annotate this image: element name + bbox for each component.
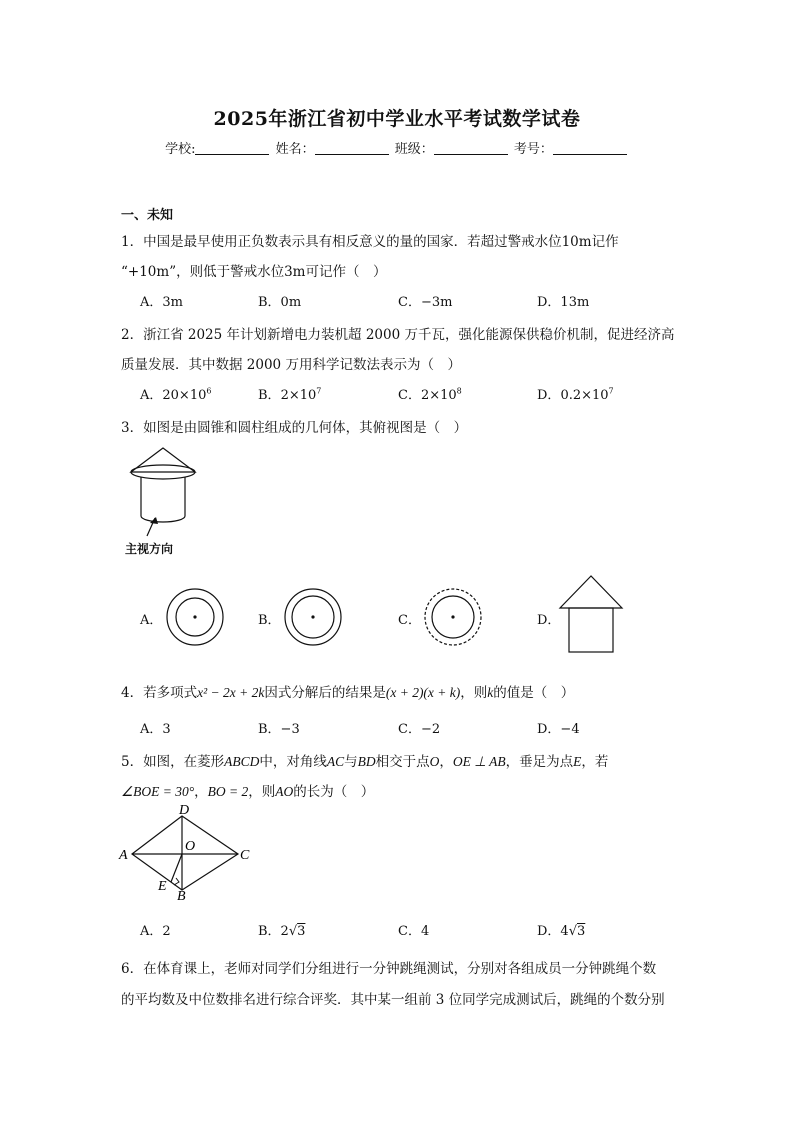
q2-line2: 质量发展．其中数据 2000 万用科学记数法表示为（ ） bbox=[121, 357, 461, 373]
q4-option-a: A．3 bbox=[140, 722, 171, 737]
q3-option-c: C． bbox=[398, 613, 421, 628]
name-blank bbox=[315, 142, 389, 155]
section-heading: 一、未知 bbox=[121, 208, 174, 223]
q3-option-a-figure bbox=[164, 586, 226, 648]
class-blank bbox=[434, 142, 508, 155]
q4-option-b: B．−3 bbox=[258, 722, 300, 737]
q3-option-b: B． bbox=[258, 613, 281, 628]
q5-point-a: A bbox=[119, 848, 128, 863]
class-label: 班级： bbox=[394, 142, 434, 157]
q3-option-d-figure bbox=[558, 574, 624, 656]
q5-line1: 5．如图，在菱形ABCD中，对角线AC与BD相交于点O，OE ⊥ AB，垂足为点E，若 bbox=[121, 754, 609, 770]
school-label: 学校: bbox=[165, 142, 196, 157]
q2-option-d: D．$0.2\times 10^7$ bbox=[537, 386, 614, 403]
q5-point-b: B bbox=[177, 889, 186, 904]
q5-option-a: A．2 bbox=[140, 924, 171, 939]
q4-option-d: D．−4 bbox=[537, 722, 580, 737]
q2-option-c: C．$2\times 10^8$ bbox=[398, 386, 462, 403]
q1-option-b: B．0m bbox=[258, 295, 302, 310]
q1-line2: “+10m”，则低于警戒水位3m可记作（ ） bbox=[121, 264, 387, 280]
q3-option-a: A． bbox=[140, 613, 163, 628]
q3-option-b-figure bbox=[282, 586, 344, 648]
q5-rhombus-figure bbox=[118, 802, 258, 906]
exam-title: 2025年浙江省初中学业水平考试数学试卷 bbox=[213, 108, 581, 130]
q3-line1: 3．如图是由圆锥和圆柱组成的几何体，其俯视图是（ ） bbox=[121, 420, 468, 436]
q1-option-c: C．−3m bbox=[398, 295, 453, 310]
q4-line1: 4．若多项式x² − 2x + 2k因式分解后的结果是(x + 2)(x + k)，则k的值是（ ） bbox=[121, 685, 575, 701]
q5-option-b: B．2√3 bbox=[258, 924, 306, 939]
q5-option-c: C．4 bbox=[398, 924, 430, 939]
q2-option-a: A．$20\times 10^6$ bbox=[140, 386, 212, 403]
student-info-line bbox=[0, 138, 794, 157]
exam-no-blank bbox=[553, 142, 627, 155]
q5-point-o: O bbox=[185, 839, 196, 854]
school-blank bbox=[195, 142, 269, 155]
q3-option-d: D． bbox=[537, 613, 561, 628]
q5-point-c: C bbox=[240, 848, 250, 863]
name-label: 姓名： bbox=[275, 142, 315, 157]
q2-line1: 2．浙江省 2025 年计划新增电力装机超 2000 万千瓦，强化能源保供稳价机制，促进经济高 bbox=[121, 327, 675, 343]
q6-line2: 的平均数及中位数排名进行综合评奖．其中某一组前 3 位同学完成测试后，跳绳的个数分别 bbox=[121, 992, 665, 1008]
q6-line1: 6．在体育课上，老师对同学们分组进行一分钟跳绳测试，分别对各组成员一分钟跳绳个数 bbox=[121, 961, 657, 977]
q3-option-c-figure bbox=[422, 586, 484, 648]
q5-option-d: D．4√3 bbox=[537, 924, 586, 939]
q1-option-d: D．13m bbox=[537, 295, 590, 310]
q5-point-e: E bbox=[158, 879, 167, 894]
q2-option-b: B．$2\times 10^7$ bbox=[258, 386, 322, 403]
q4-option-c: C．−2 bbox=[398, 722, 441, 737]
q3-view-direction-label: 主视方向 bbox=[125, 542, 174, 556]
q5-point-d: D bbox=[179, 803, 190, 818]
q5-line2: ∠BOE = 30°，BO = 2，则AO的长为（ ） bbox=[121, 784, 375, 800]
q1-line1: 1．中国是最早使用正负数表示具有相反意义的量的国家．若超过警戒水位10m记作 bbox=[121, 234, 619, 250]
q1-option-a: A．3m bbox=[140, 295, 183, 310]
exam-no-label: 考号： bbox=[513, 142, 553, 157]
